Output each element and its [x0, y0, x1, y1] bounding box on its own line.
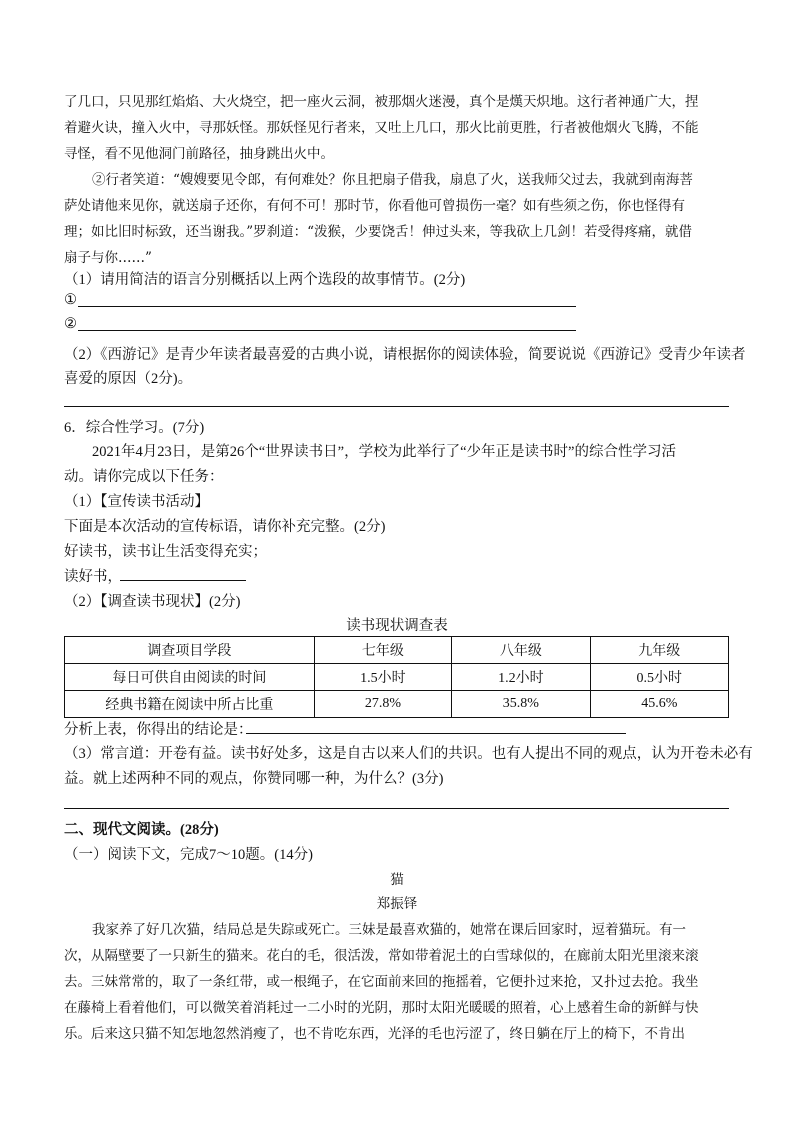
- q5-answer-line-1[interactable]: [78, 306, 576, 307]
- answer-rule-2[interactable]: [64, 808, 729, 809]
- passage1-line-1: 了几口，只见那红焰焰、大火烧空，把一座火云洞，被那烟火迷漫，真个是熯天炽地。这行者神通广大，捏: [64, 94, 699, 110]
- article-line-3: 去。三妹常常的，取了一条红带，或一根绳子，在它面前来回的拖摇着，它便扑过来抢，又扑过去抢。我坐: [64, 974, 699, 990]
- passage2-line-3: 理；如比旧时标致，还当谢我。”罗刹道：“泼猴，少要饶舌！伸过头来，等我砍上几剑！若受得疼痛，就借: [64, 224, 693, 240]
- q6-slogan-2-prefix: 读好书，: [64, 569, 122, 585]
- table-cell: 27.8%: [314, 691, 451, 718]
- q6-task-3-line-1: （3）常言道：开卷有益。读书好处多，这是自古以来人们的共识。也有人提出不同的观点，认为开卷未必有: [64, 746, 753, 762]
- q5-sub2-line-2: 喜爱的原因（2分)。: [64, 371, 193, 387]
- q6-intro-line-2: 动。请你完成以下任务：: [64, 469, 224, 485]
- passage1-line-3: 寻怪，看不见他洞门前路径，抽身跳出火中。: [64, 146, 334, 162]
- q6-analysis-prefix: 分析上表，你得出的结论是：: [64, 722, 253, 738]
- q5-sub2-line-1: （2）《西游记》是青少年读者最喜爱的古典小说，请根据你的阅读体验，简要说说《西游记》受青少年读者: [64, 347, 746, 363]
- table-cell: 1.5小时: [314, 664, 451, 691]
- survey-table: [64, 636, 729, 718]
- q5-sub1: （1）请用简洁的语言分别概括以上两个选段的故事情节。(2分): [64, 272, 466, 288]
- q6-slogan-blank[interactable]: [120, 580, 246, 581]
- q6-task-2: （2）【调查读书现状】(2分): [64, 594, 241, 610]
- table-cell: 1.2小时: [452, 664, 590, 691]
- table-header-cell: 七年级: [314, 637, 451, 664]
- survey-table-title: 读书现状调查表: [346, 618, 448, 634]
- table-header-cell: 八年级: [452, 637, 590, 664]
- section-2-heading: 二、现代文阅读。(28分): [64, 822, 219, 838]
- table-header-cell: 九年级: [590, 637, 728, 664]
- passage2-line-2: 萨处请他来见你，就送扇子还你，有何不可！那时节，你看他可曾损伤一毫？如有些须之伤，你也怪得有: [64, 198, 685, 214]
- q6-title: 6．综合性学习。(7分): [64, 420, 205, 436]
- q6-task-1: （1）【宣传读书活动】: [64, 494, 209, 510]
- q5-mark-1: ①: [64, 292, 77, 308]
- q6-task-1-desc: 下面是本次活动的宣传标语，请你补充完整。(2分): [64, 519, 386, 535]
- article-title: 猫: [390, 872, 404, 888]
- article-line-4: 在藤椅上看着他们，可以微笑着消耗过一二小时的光阴，那时太阳光暖暖的照着，心上感着生命的新鲜与快: [64, 1000, 699, 1016]
- table-cell: 45.6%: [590, 691, 728, 718]
- q5-answer-line-2[interactable]: [78, 330, 576, 331]
- table-cell: 35.8%: [452, 691, 590, 718]
- passage2-line-4: 扇子与你……”: [64, 250, 152, 266]
- answer-rule-1[interactable]: [64, 406, 729, 407]
- section-2-sub: （一）阅读下文，完成7～10题。(14分): [64, 847, 313, 863]
- article-author: 郑振铎: [376, 896, 418, 912]
- table-cell: 经典书籍在阅读中所占比重: [65, 691, 315, 718]
- article-line-2: 次，从隔壁要了一只新生的猫来。花白的毛，很活泼，常如带着泥土的白雪球似的，在廊前太阳光里滚来滚: [64, 948, 699, 964]
- table-header-cell: 调查项目学段: [65, 637, 315, 664]
- passage2-line-1: ②行者笑道：“嫂嫂要见令郎，有何难处？你且把扇子借我，扇息了火，送我师父过去，我就到南海菩: [92, 172, 693, 188]
- table-cell: 0.5小时: [590, 664, 728, 691]
- q6-task-3-line-2: 益。就上述两种不同的观点，你赞同哪一种，为什么？(3分): [64, 771, 444, 787]
- passage1-line-2: 着避火诀，撞入火中，寻那妖怪。那妖怪见行者来，又吐上几口，那火比前更胜，行者被他烟火飞腾，不能: [64, 120, 699, 136]
- q6-analysis-blank[interactable]: [246, 733, 626, 734]
- table-cell: 每日可供自由阅读的时间: [65, 664, 315, 691]
- q6-slogan-1: 好读书，读书让生活变得充实；: [64, 544, 267, 560]
- article-line-5: 乐。后来这只猫不知怎地忽然消瘦了，也不肯吃东西，光泽的毛也污涩了，终日躺在厅上的椅下，不肯出: [64, 1026, 685, 1042]
- table-row: [65, 691, 729, 718]
- article-line-1: 我家养了好几次猫，结局总是失踪或死亡。三妹是最喜欢猫的，她常在课后回家时，逗着猫玩。有一: [92, 922, 686, 938]
- survey-table-header-row: [65, 637, 729, 664]
- q5-mark-2: ②: [64, 316, 77, 332]
- q6-intro-line-1: 2021年4月23日，是第26个“世界读书日”，学校为此举行了“少年正是读书时”的综合性学习活: [92, 444, 676, 460]
- table-row: [65, 664, 729, 691]
